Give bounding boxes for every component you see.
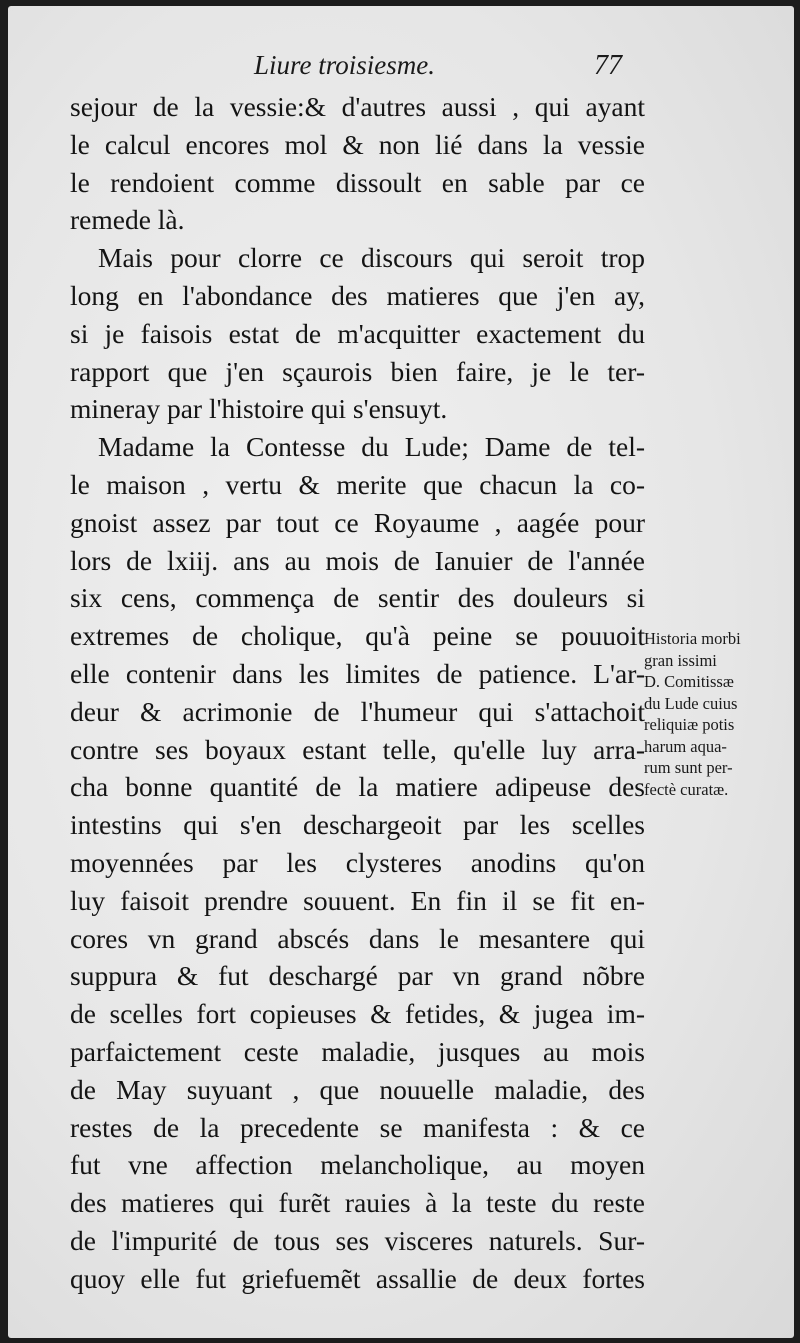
- text-line: gnoist assez par tout ce Royaume , aagée pour: [70, 506, 645, 538]
- text-line: contre ses boyaux estant telle, qu'elle luy arra-: [70, 733, 645, 765]
- text-line: fut vne affection melancholique, au moyen: [70, 1149, 645, 1181]
- book-page: [8, 6, 794, 1338]
- marginal-note-line: gran issimi: [644, 650, 717, 670]
- text-line: mineray par l'histoire qui s'ensuyt.: [70, 393, 448, 425]
- text-line: rapport que j'en sçaurois bien faire, je le ter-: [70, 355, 645, 387]
- text-line: cores vn grand abscés dans le mesantere qui: [70, 922, 645, 954]
- text-line: lors de lxiij. ans au mois de Ianuier de l'année: [70, 544, 645, 576]
- text-line: cha bonne quantité de la matiere adipeuse des: [70, 771, 645, 803]
- marginal-note-line: du Lude cuius: [644, 693, 738, 713]
- text-line: moyennées par les clysteres anodins qu'on: [70, 846, 645, 878]
- marginal-note-line: D. Comitissæ: [644, 672, 734, 691]
- text-line: suppura & fut deschargé par vn grand nõbre: [70, 960, 645, 992]
- text-line: de scelles fort copieuses & fetides, & jugea im-: [70, 998, 645, 1030]
- text-line: le maison , vertu & merite que chacun la co-: [70, 468, 645, 500]
- text-line: restes de la precedente se manifesta : & ce: [70, 1111, 645, 1143]
- marginal-note-line: reliquiæ potis: [644, 715, 735, 734]
- page-header: [8, 48, 794, 88]
- text-line: des matieres qui furẽt rauies à la teste du reste: [70, 1187, 645, 1219]
- text-line: six cens, commença de sentir des douleurs si: [70, 582, 645, 614]
- text-line: de l'impurité de tous ses visceres naturels. Sur-: [70, 1224, 645, 1256]
- marginal-note-line: harum aqua-: [644, 736, 727, 756]
- marginal-note-line: fectè curatæ.: [644, 779, 729, 799]
- text-line: Madame la Contesse du Lude; Dame de tel-: [98, 431, 645, 463]
- text-line: le calcul encores mol & non lié dans la vessie: [70, 128, 645, 160]
- text-line: extremes de cholique, qu'à peine se pouuoit: [70, 620, 645, 652]
- text-line: parfaictement ceste maladie, jusques au mois: [70, 1035, 645, 1067]
- body-text: [70, 88, 645, 1298]
- text-line: sejour de la vessie:& d'autres aussi , qui ayant: [70, 91, 645, 122]
- text-line: de May suyuant , que nouuelle maladie, des: [70, 1073, 645, 1105]
- marginal-note: [644, 628, 790, 800]
- text-line: luy faisoit prendre souuent. En fin il se fit en-: [70, 884, 645, 916]
- marginal-note-line: rum sunt per-: [644, 758, 733, 777]
- text-line: remede là.: [70, 204, 185, 236]
- text-line: si je faisois estat de m'acquitter exactement du: [70, 317, 645, 349]
- running-title: Liure troisiesme.: [254, 50, 435, 80]
- text-line: elle contenir dans les limites de patience. L'ar-: [70, 657, 645, 689]
- marginal-note-line: Historia morbi: [644, 629, 741, 648]
- text-line: quoy elle fut griefuemẽt assallie de deux fortes: [70, 1262, 645, 1294]
- text-line: deur & acrimonie de l'humeur qui s'attachoit: [70, 695, 645, 727]
- text-line: intestins qui s'en deschargeoit par les scelles: [70, 809, 645, 841]
- text-line: Mais pour clorre ce discours qui seroit trop: [98, 242, 645, 274]
- text-line: long en l'abondance des matieres que j'en ay,: [70, 279, 645, 311]
- text-line: le rendoient comme dissoult en sable par ce: [70, 166, 645, 198]
- page-number: 77: [594, 50, 622, 81]
